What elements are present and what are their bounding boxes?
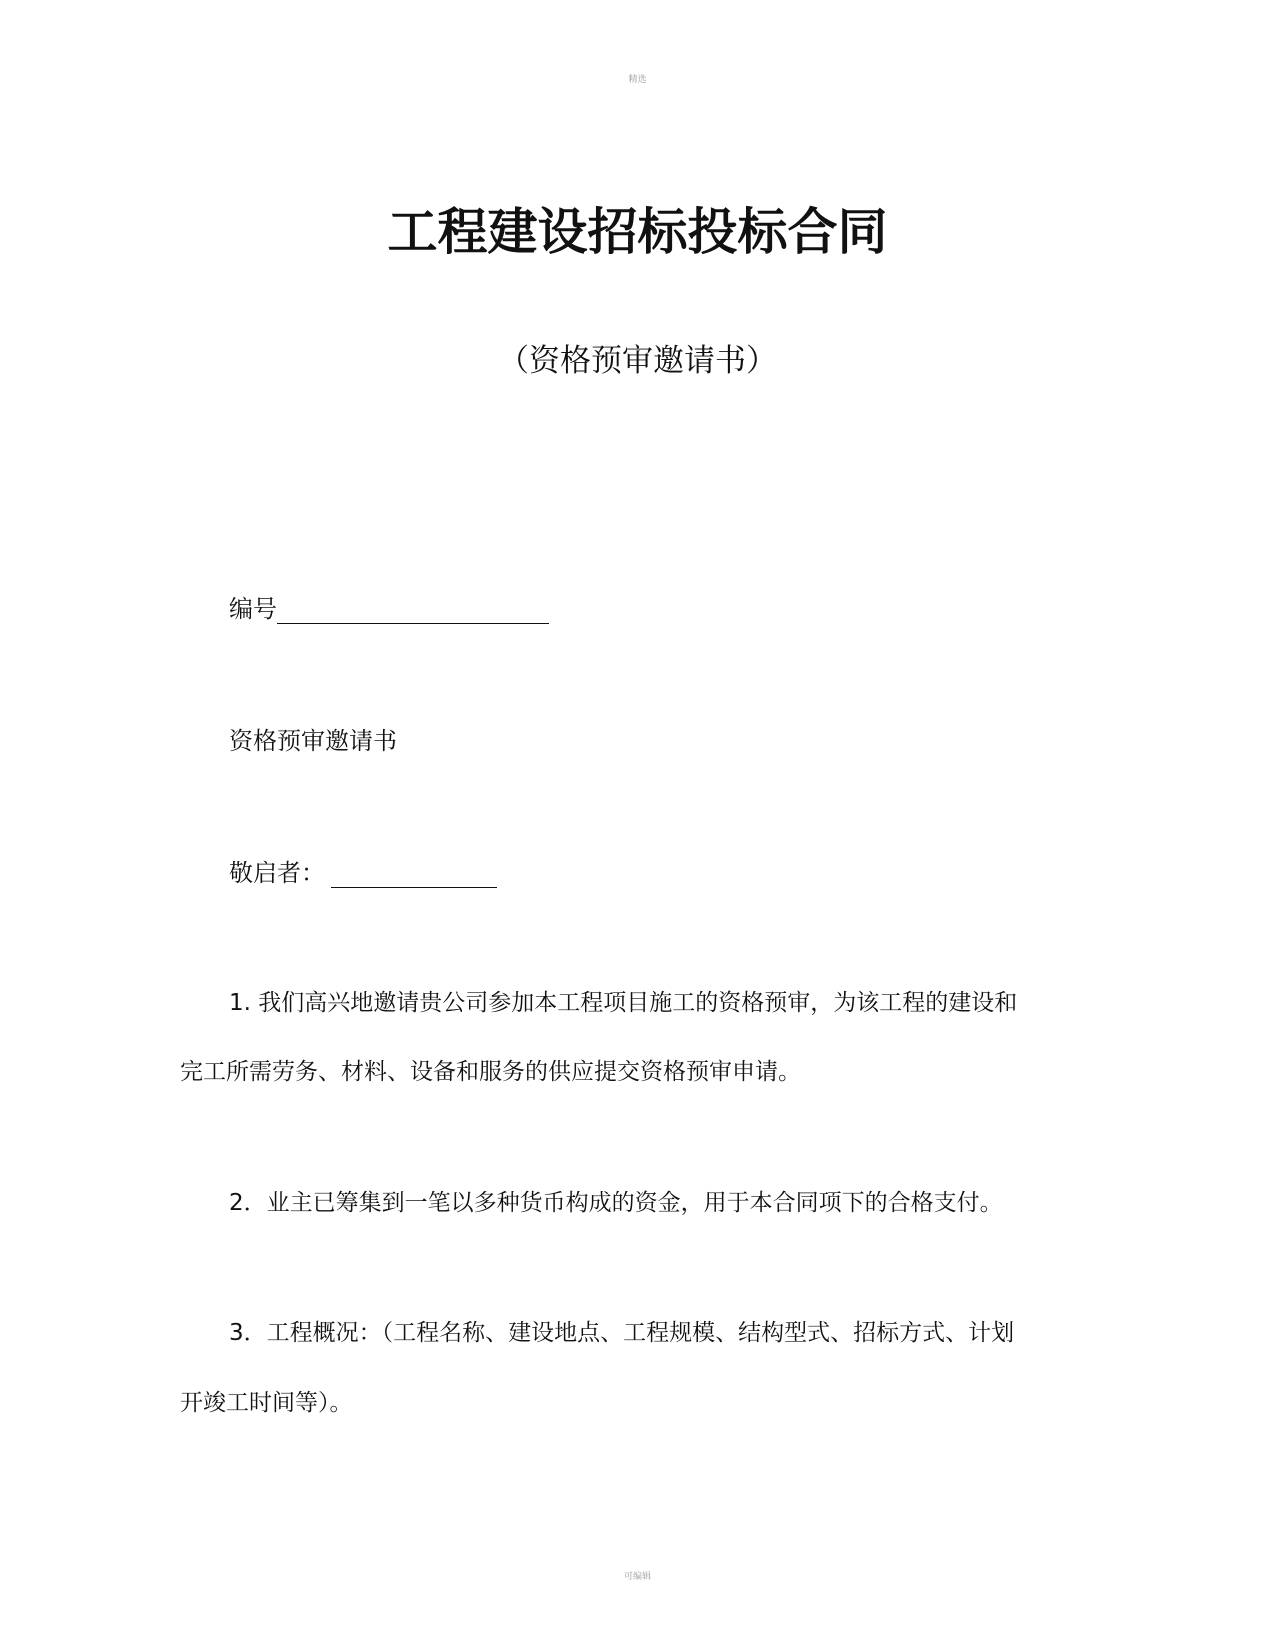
paragraph-1-line-2: 完工所需劳务、材料、设备和服务的供应提交资格预审申请。 <box>180 1059 801 1085</box>
invitation-heading: 资格预审邀请书 <box>229 727 397 755</box>
salutation-line <box>229 858 497 888</box>
paragraph-1-line-1: 1. 我们高兴地邀请贵公司参加本工程项目施工的资格预审，为该工程的建设和 <box>229 990 1018 1016</box>
number-line <box>229 594 549 624</box>
paragraph-3-line-1: 3．工程概况：（工程名称、建设地点、工程规模、结构型式、招标方式、计划 <box>229 1320 1015 1346</box>
page-footer-mark: 可编辑 <box>623 1572 651 1582</box>
paragraph-2: 2．业主已筹集到一笔以多种货币构成的资金，用于本合同项下的合格支付。 <box>229 1190 1003 1216</box>
paragraph-3-line-2: 开竣工时间等）。 <box>180 1390 353 1416</box>
number-label: 编号 <box>229 595 277 623</box>
addressee-blank <box>331 863 497 888</box>
document-subtitle: （资格预审邀请书） <box>498 343 777 379</box>
page-header-mark: 精选 <box>628 75 647 85</box>
number-blank <box>277 599 549 624</box>
salutation-label: 敬启者： <box>229 859 325 887</box>
document-title: 工程建设招标投标合同 <box>387 202 888 261</box>
